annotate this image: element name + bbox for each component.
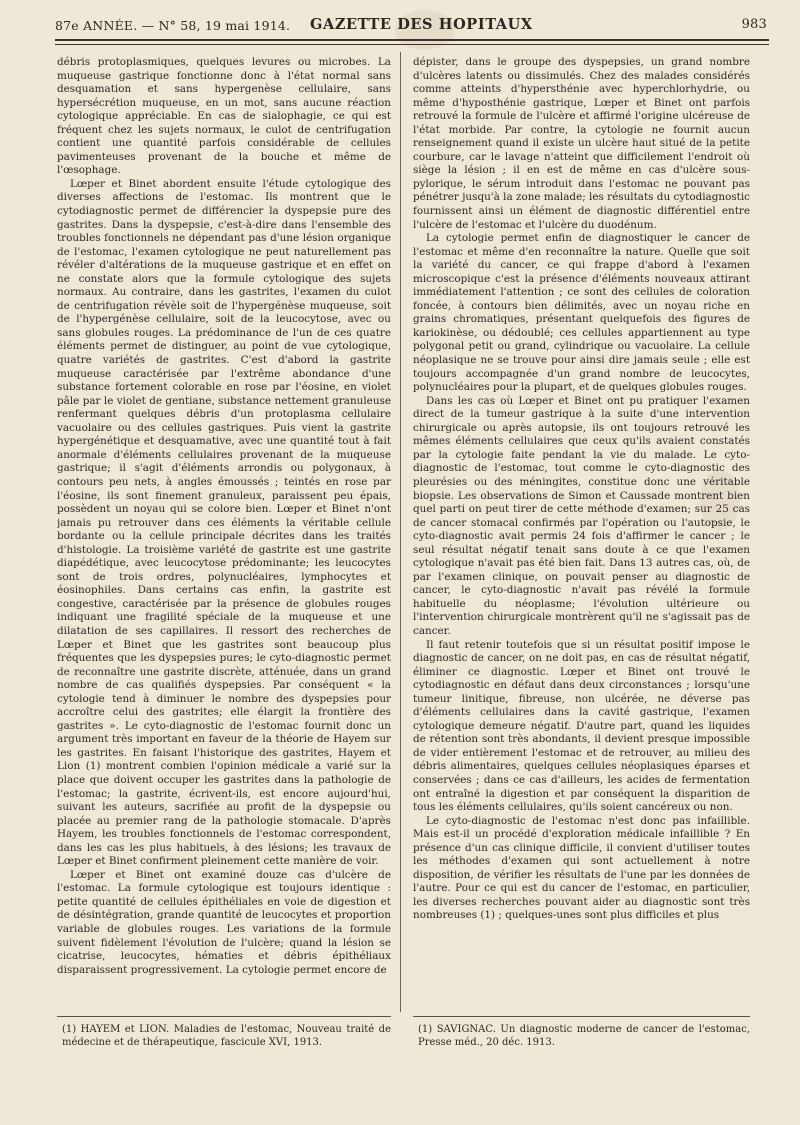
footnote-right: (1) SAVIGNAC. Un diagnostic moderne de cancer de l'estomac, Presse méd., 20 déc. 1913.: [418, 1024, 750, 1048]
paragraph: Dans les cas où Lœper et Binet ont pu pratiquer l'examen direct de la tumeur gastrique à la suite d'une intervention chirurgicale ou après autopsie, ils ont toujours retrouvé les mêmes éléments cellulaires que ceux qu'ils avaient constatés par la cytologie faite pendant la vie du malade. Le cyto-diagnostic de l'estomac, tout comme le cyto-diagnostic des pleurésies ou des méningites, constitue donc une véritable biopsie. Les observations de Simon et Caussade montrent bien quel parti on peut tirer de cette méthode d'examen; sur 25 cas de cancer stomacal confirmés par l'opération ou l'autopsie, le cyto-diagnostic avait permis 24 fois d'affirmer le cancer ; le seul résultat négatif tenait sans doute à ce que l'examen cytologique n'avait pas été bien fait. Dans 13 autres cas, où, de par l'examen clinique, on pouvait penser au diagnostic de cancer, le cyto-diagnostic n'avait pas révélé la formule habituelle du néoplasme; l'évolution ultérieure ou l'intervention chirurgicale montrèrent qu'il ne s'agissait pas de cancer.: [413, 394, 750, 637]
issue-line: 87e ANNÉE. — N° 58, 19 mai 1914.: [55, 18, 291, 33]
paragraph: dépister, dans le groupe des dyspepsies, un grand nombre d'ulcères latents ou dissimulés. Chez des malades considérés comme atteints d'hypersthénie avec hyperchlorhydrie, ou même d'hyposthénie gastrique, Lœper et Binet ont parfois retrouvé la formule de l'ulcère et affirmé l'origine ulcéreuse de l'état morbide. Par contre, la cytologie ne fournit aucun renseignement quand il existe un ulcère haut situé de la petite courbure, car le lavage n'atteint que difficilement l'endroit où siège la lésion ; il en est de même en cas d'ulcère sous-pylorique, le sérum introduit dans l'estomac ne pouvant pas pénétrer jusqu'à la zone malade; les résultats du cytodiagnostic fournissent ainsi un élément de diagnostic différentiel entre l'ulcère de l'estomac et l'ulcère du duodénum.: [413, 56, 750, 231]
paragraph: Lœper et Binet abordent ensuite l'étude cytologique des diverses affections de l'estomac. Ils montrent que le cytodiagnostic permet de différencier la dyspepsie pure des gastrites. Dans la dyspepsie, c'est-à-dire dans l'ensemble des troubles fonctionnels ne dépendant pas d'une lésion organique de l'estomac, l'examen cytologique ne peut naturellement pas révéler d'altérations de la muqueuse gastrique et en effet on ne constate alors que la formule cytologique des sujets normaux. Au contraire, dans les gastrites, l'examen du culot de centrifugation révèle soit de l'hypergénèse muqueuse, soit de l'hypergénèse cellulaire, soit de la leucocytose, avec ou sans globules rouges. La prédominance de l'un de ces quatre éléments permet de distinguer, au point de vue cytologique, quatre variétés de gastrites. C'est d'abord la gastrite muqueuse caractérisée par l'extrême abondance d'une substance fortement colorable en rose par l'éosine, en violet pâle par le violet de gentiane, substance nettement granuleuse renfermant quelques débris d'un protoplasma cellulaire vacuolaire ou des cellules gastriques. Puis vient la gastrite hypergénétique et desquamative, avec une quantité tout à fait anormale d'éléments cellulaires provenant de la muqueuse gastrique; il s'agit d'éléments arrondis ou polygonaux, à contours peu nets, à angles émoussés ; teintés en rose par l'éosine, ils sont finement granuleux, paraissent peu épais, possèdent un noyau qui se colore bien. Lœper et Binet n'ont jamais pu retrouver dans ces éléments la véritable cellule bordante ou la cellule principale décrites dans les traités d'histologie. La troisième variété de gastrite est une gastrite diapédétique, avec leucocytose prédominante; les leucocytes sont de trois ordres, polynucléaires, lymphocytes et éosinophiles. Dans certains cas enfin, la gastrite est congestive, caractérisée par la présence de globules rouges indiquant une fragilité spéciale de la muqueuse et une dilatation de ses capillaires. Il ressort des recherches de Lœper et Binet que les gastrites sont beaucoup plus fréquentes que les dyspepsies pures; le cyto-diagnostic permet de reconnaître une gastrite discrète, atténuée, dans un grand nombre de cas qualifiés dyspepsies. Par conséquent « la cytologie tend à diminuer le nombre des dyspepsies pour accroître celui des gastrites; elle élargit la frontière des gastrites ». Le cyto-diagnostic de l'estomac fournit donc un argument très important en faveur de la théorie de Hayem sur les gastrites. En faisant l'historique des gastrites, Hayem et Lion (1) montrent combien l'opinion médicale a varié sur la place que doivent occuper les gastrites dans la pathologie de l'estomac; la gastrite, écrivent-ils, est encore aujourd'hui, suivant les auteurs, sacrifiée au profit de la dyspepsie ou placée au premier rang de la pathologie stomacale. D'après Hayem, les troubles fonctionnels de l'estomac correspondent, dans les cas les plus habituels, à des lésions; les travaux de Lœper et Binet confirment pleinement cette manière de voir.: [57, 177, 391, 868]
footnote-left: (1) HAYEM et LION. Maladies de l'estomac, Nouveau traité de médecine et de thérapeutique, fascicule XVI, 1913.: [62, 1024, 391, 1048]
column-divider: [400, 52, 401, 1012]
left-column: [57, 56, 391, 1006]
journal-title: GAZETTE DES HOPITAUX: [310, 16, 533, 33]
paragraph: Lœper et Binet ont examiné douze cas d'ulcère de l'estomac. La formule cytologique est toujours identique : petite quantité de cellules épithéliales en voie de digestion et de désintégration, grande quantité de leucocytes et proportion variable de globules rouges. Les variations de la formule suivent fidèlement l'évolution de l'ulcère; quand la lésion se cicatrise, leucocytes, hématies et débris épithéliaux disparaissent progressivement. La cytologie permet encore de: [57, 868, 391, 976]
paragraph: Le cyto-diagnostic de l'estomac n'est donc pas infaillible. Mais est-il un procédé d'exploration médicale infaillible ? En présence d'un cas clinique difficile, il convient d'utiliser toutes les méthodes d'examen qui sont actuellement à notre disposition, de vérifier les résultats de l'une par les données de l'autre. Pour ce qui est du cancer de l'estomac, en particulier, les diverses recherches pouvant aider au diagnostic sont très nombreuses (1) ; quelques-unes sont plus difficiles et plus: [413, 814, 750, 922]
paragraph: débris protoplasmiques, quelques levures ou microbes. La muqueuse gastrique fonctionne donc à l'état normal sans desquamation et sans hypergenèse cellulaire, sans hypersécrétion muqueuse, en un mot, sans aucune réaction cytologique appréciable. En cas de sialophagie, ce qui est fréquent chez les sujets normaux, le culot de centrifugation contient une quantité parfois considérable de cellules pavimenteuses provenant de la bouche et même de l'œsophage.: [57, 56, 391, 177]
paragraph: La cytologie permet enfin de diagnostiquer le cancer de l'estomac et même d'en reconnaître la nature. Quelle que soit la variété du cancer, ce qui frappe d'abord à l'examen microscopique c'est la présence d'éléments nouveaux attirant immédiatement l'attention ; ce sont des cellules de coloration foncée, à contours bien délimités, avec un noyau riche en grains chromatiques, présentant quelquefois des figures de kariokinèse, ou dédoublé; ces cellules appartiennent au type polygonal petit ou grand, cylindrique ou vacuolaire. La cellule néoplasique ne se trouve pour ainsi dire jamais seule ; elle est toujours accompagnée d'un grand nombre de leucocytes, polynucléaires pour la plupart, et de quelques globules rouges.: [413, 232, 750, 394]
page-header: [55, 14, 767, 36]
right-column: [413, 56, 750, 1006]
paragraph: Il faut retenir toutefois que si un résultat positif impose le diagnostic de cancer, on ne doit pas, en cas de résultat négatif, éliminer ce diagnostic. Lœper et Binet ont trouvé le cytodiagnostic en défaut dans deux circonstances ; lorsqu'une tumeur linitique, fibreuse, non ulcérée, ne déverse pas d'éléments cellulaires dans la cavité gastrique, l'examen cytologique demeure négatif. D'autre part, quand les liquides de rétention sont très abondants, il devient presque impossible de vider entièrement l'estomac et de retrouver, au milieu des débris alimentaires, quelques cellules néoplasiques éparses et conservées ; dans ce cas d'ailleurs, les acides de fermentation ont entraîné la digestion et par conséquent la disparition de tous les éléments cellulaires, qu'ils soient cancéreux ou non.: [413, 638, 750, 814]
footnote-rule: [413, 1016, 750, 1017]
header-rule: [55, 39, 769, 41]
footnote-rule: [57, 1016, 391, 1017]
page-number: 983: [741, 17, 767, 32]
header-rule-thin: [55, 44, 769, 45]
